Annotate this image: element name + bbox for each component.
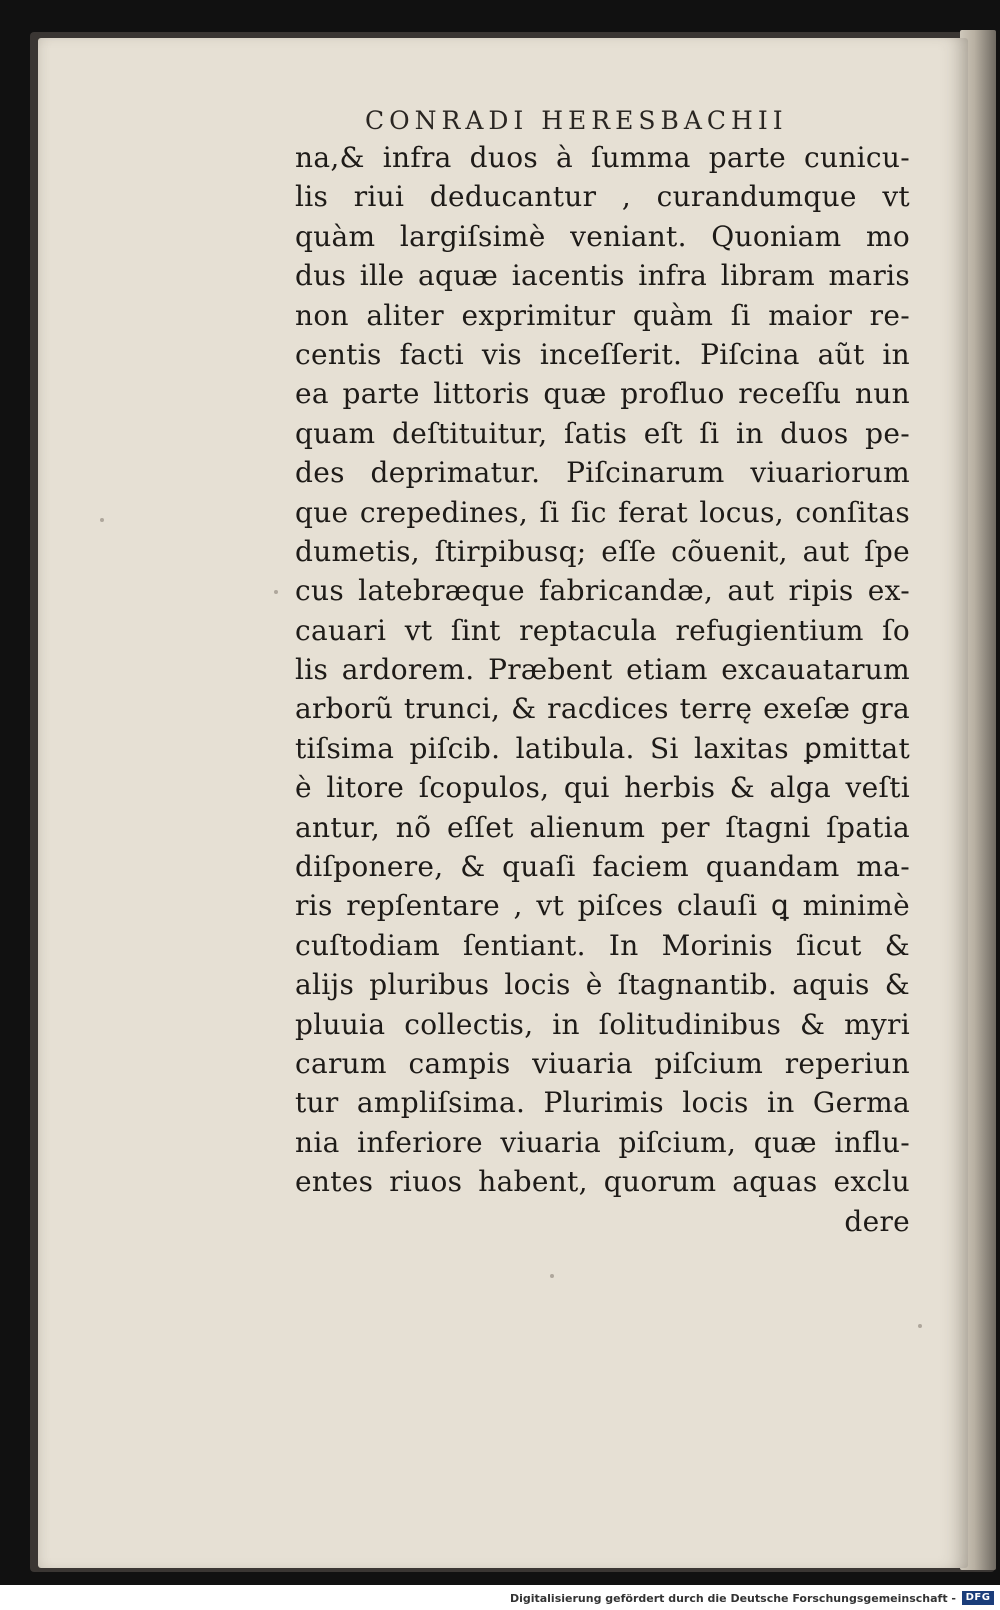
text-line: ea parte littoris quæ profluo receſſu nun [295, 377, 910, 411]
text-line: pluuia collectis, in ſolitudinibus & myri [295, 1007, 910, 1041]
text-line: dumetis, ſtirpibusq; eſſe cõuenit, aut ſpe [295, 534, 910, 568]
text-line: quàm largiſsimè veniant. Quoniam mo [295, 219, 910, 253]
text-line: antur, nõ eſſet alienum per ſtagni ſpatia [295, 810, 910, 844]
running-head: CONRADI HERESBACHII [365, 106, 788, 135]
text-line: lis ardorem. Præbent etiam excauatarum [295, 653, 910, 687]
text-line: des deprimatur. Piſcinarum viuariorum [295, 456, 910, 490]
text-line: que crepedines, ſi ſic ferat locus, conſitas [295, 495, 910, 529]
text-line: quam deſtituitur, ſatis eſt ſi in duos pe- [295, 416, 910, 450]
text-line: na,& infra duos à ſumma parte cunicu- [295, 141, 910, 174]
paper-speck [274, 590, 278, 594]
paper-speck [918, 1324, 922, 1328]
text-line: tiſsima piſcib. latibula. Si laxitas ꝑmittat [295, 731, 910, 765]
text-line: cuſtodiam ſentiant. In Morinis ſicut & [295, 928, 910, 962]
text-line: lis riui deducantur , curandumque vt [295, 180, 910, 214]
text-line: dus ille aquæ iacentis infra libram maris [295, 259, 910, 293]
text-line: entes riuos habent, quorum aquas exclu [295, 1165, 910, 1199]
text-line: centis facti vis inceſſerit. Piſcina aũt in [295, 337, 910, 371]
text-line: cauari vt ſint reptacula refugientium ſo [295, 613, 910, 647]
body-text [295, 138, 910, 1241]
text-line: diſponere, & quaſi faciem quandam ma- [295, 850, 910, 884]
footer-credit: Digitalisierung gefördert durch die Deutsche Forschungsgemeinschaft - [509, 1592, 956, 1605]
text-line: dere [844, 1204, 910, 1238]
text-line: tur ampliſsima. Plurimis locis in Germa [295, 1086, 910, 1120]
text-line: alijs pluribus locis è ſtagnantib. aquis & [295, 968, 910, 1002]
text-line: non aliter exprimitur quàm ſi maior re- [295, 298, 910, 332]
text-line: è litore ſcopulos, qui herbis & alga veſti [295, 771, 910, 805]
text-line: ris repſentare , vt piſces clauſi ꝗ minimè [295, 889, 910, 923]
text-line: nia inferiore viuaria piſcium, quæ influ- [295, 1125, 910, 1159]
text-line: arborũ trunci, & racdices terrę exeſæ gra [295, 692, 910, 726]
dfg-logo[interactable]: DFG [962, 1591, 994, 1605]
text-line: cus latebræque fabricandæ, aut ripis ex- [295, 574, 910, 608]
text-line: carum campis viuaria piſcium reperiun [295, 1046, 910, 1080]
digitization-footer [0, 1588, 1000, 1610]
paper-speck [100, 518, 104, 522]
paper-speck [550, 1274, 554, 1278]
